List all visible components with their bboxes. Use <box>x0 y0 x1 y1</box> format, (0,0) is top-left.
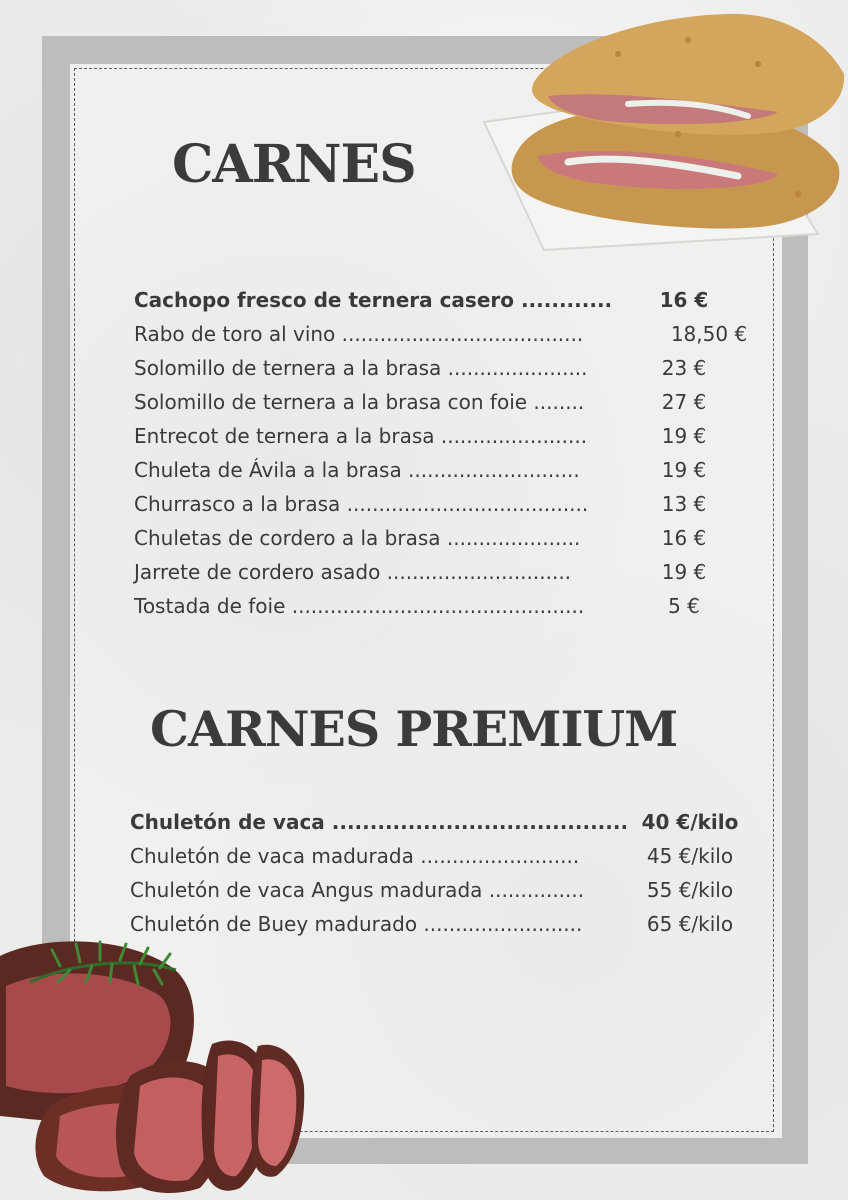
item-price: 40 €/kilo <box>641 810 739 834</box>
item-name: Chuletón de vaca ....................................... <box>130 810 629 834</box>
item-price: 18,50 € <box>670 322 748 346</box>
item-price: 27 € <box>661 390 707 414</box>
item-price: 16 € <box>659 288 709 312</box>
item-price: 45 €/kilo <box>646 844 734 868</box>
steak-photo <box>0 926 312 1200</box>
item-price: 19 € <box>661 560 707 584</box>
item-price: 65 €/kilo <box>646 912 734 936</box>
item-name: Jarrete de cordero asado ............................. <box>134 560 572 584</box>
item-price: 19 € <box>661 424 707 448</box>
item-name: Churrasco a la brasa ...................................... <box>134 492 589 516</box>
item-name: Chuletas de cordero a la brasa ..................... <box>134 526 581 550</box>
section-title-carnes-premium: CARNES PREMIUM <box>150 700 678 758</box>
item-price: 16 € <box>661 526 707 550</box>
item-price: 55 €/kilo <box>646 878 734 902</box>
item-price: 23 € <box>661 356 707 380</box>
item-name: Entrecot de ternera a la brasa ....................... <box>134 424 588 448</box>
item-name: Tostada de foie .............................................. <box>134 594 585 618</box>
item-name: Chuletón de Buey madurado ......................... <box>130 912 583 936</box>
item-price: 19 € <box>661 458 707 482</box>
item-name: Chuletón de vaca Angus madurada ............... <box>130 878 585 902</box>
item-name: Chuletón de vaca madurada ......................... <box>130 844 580 868</box>
item-name: Rabo de toro al vino ...................................... <box>134 322 584 346</box>
cachopo-photo <box>478 4 848 256</box>
item-name: Chuleta de Ávila a la brasa ........................... <box>134 458 580 482</box>
item-name: Solomillo de ternera a la brasa ...................... <box>134 356 588 380</box>
item-price: 5 € <box>668 594 700 618</box>
section-title-carnes: CARNES <box>172 134 416 195</box>
item-name: Cachopo fresco de ternera casero ............ <box>134 288 613 312</box>
item-price: 13 € <box>661 492 707 516</box>
item-name: Solomillo de ternera a la brasa con foie ........ <box>134 390 585 414</box>
